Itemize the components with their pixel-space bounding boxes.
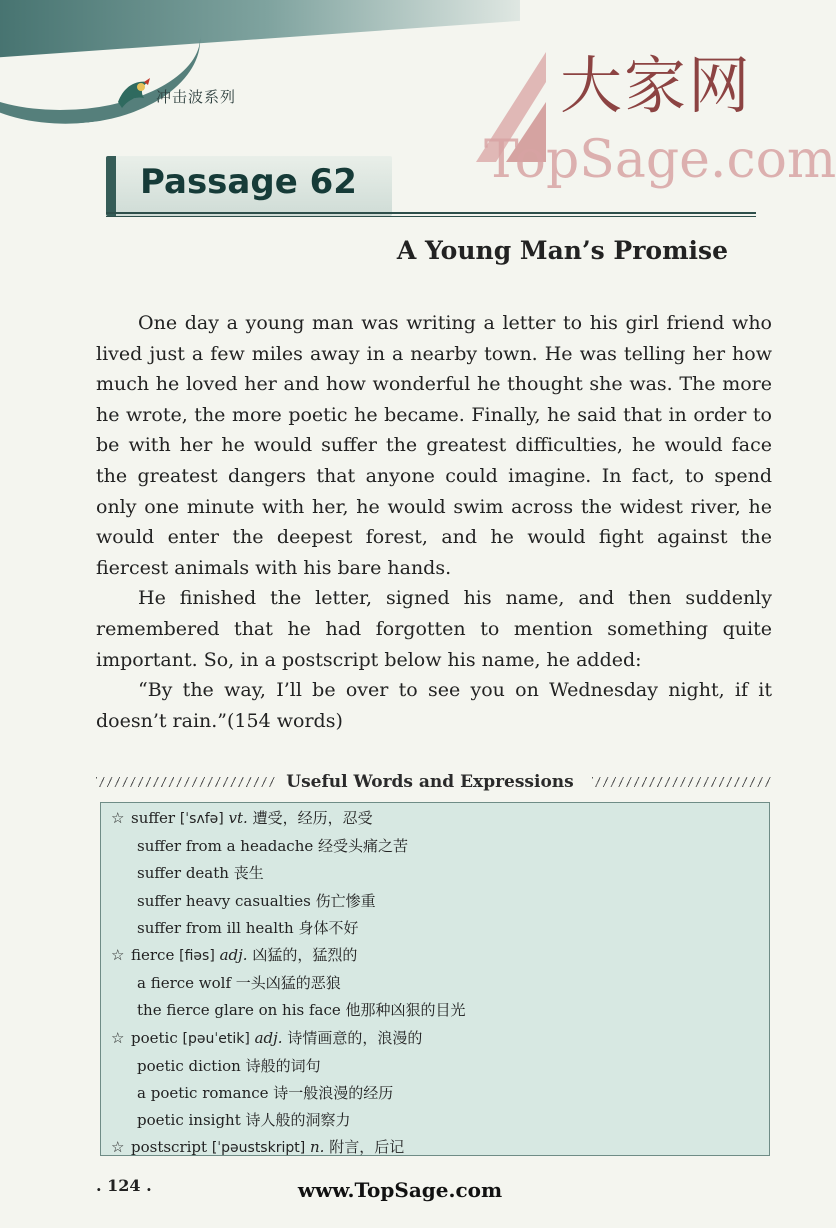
vocab-example: the fierce glare on his face 他那种凶狠的目光 [137, 1001, 466, 1020]
series-title: 冲击波系列 [156, 88, 237, 106]
vocab-pos: adj. [254, 1028, 283, 1047]
vocab-entry [111, 1134, 759, 1162]
vocab-example: poetic insight 诗人般的洞察力 [137, 1111, 351, 1130]
star-icon: ☆ [111, 809, 125, 827]
vocab-word: fierce [131, 946, 175, 965]
passage-body [96, 308, 772, 736]
vocab-example: poetic diction 诗般的词句 [137, 1056, 321, 1075]
vocab-example: suffer from a headache 经受头痛之苦 [137, 837, 409, 856]
vocab-pos: n. [309, 1138, 325, 1157]
paragraph: One day a young man was writing a letter to his girl friend who lived just a few miles away in a nearby town. He was telling her how much he loved her and how wonderful he thought she was. The more he wrote, the more poetic he became. Finally, he said that in order to be with her he would suffer the greatest difficulties, he would face the greatest dangers that anyone could imagine. In fact, to spend only one minute with her, he would swim across the widest river, he would enter the deepest forest, and he would fight against the fiercest animals with his bare hands. [96, 312, 772, 579]
footer-url: www.TopSage.com [297, 1178, 503, 1202]
page-number: . 124 . [96, 1176, 152, 1195]
hatch-decoration [592, 777, 772, 787]
star-icon: ☆ [111, 1138, 125, 1157]
vocab-phonetic: [fiəs] [179, 948, 215, 965]
useful-words-header [96, 770, 772, 794]
mascot-icon [114, 76, 154, 110]
vocab-pos: vt. [228, 809, 248, 827]
vocab-pos: adj. [219, 946, 248, 965]
vocab-phonetic: [pəuˈetik] [182, 1030, 250, 1047]
hatch-decoration [96, 777, 276, 787]
vocab-example: a poetic romance 诗一般浪漫的经历 [137, 1084, 394, 1103]
vocab-entry [111, 942, 759, 970]
vocab-meaning: 凶猛的，猛烈的 [252, 946, 358, 965]
divider [106, 212, 756, 214]
vocab-example: suffer heavy casualties 伤亡惨重 [137, 891, 376, 910]
star-icon: ☆ [111, 1028, 125, 1047]
passage-label: Passage 62 [140, 162, 357, 202]
watermark-chinese: 大家网 [560, 49, 753, 122]
vocab-word: poetic [131, 1028, 178, 1047]
vocab-phonetic: [ˈsʌfə] [179, 811, 224, 827]
vocab-example: suffer from ill health 身体不好 [137, 918, 359, 937]
vocab-example: suffer death 丧生 [137, 864, 264, 883]
useful-words-heading: Useful Words and Expressions [286, 772, 574, 792]
vocabulary-box [100, 802, 770, 1156]
divider [106, 216, 756, 217]
story-title: A Young Man’s Promise [396, 236, 728, 265]
vocab-word: suffer [131, 809, 176, 827]
paragraph: He finished the letter, signed his name, and then suddenly remembered that he had forgotten to mention something quite important. So, in a postscript below his name, he added: [96, 587, 772, 671]
vocab-phonetic: [ˈpəustskript] [211, 1140, 306, 1157]
vocab-example: a fierce wolf 一头凶猛的恶狼 [137, 974, 341, 993]
watermark-english: TopSage.com [484, 130, 836, 190]
star-icon: ☆ [111, 946, 125, 965]
vocab-word: postscript [131, 1138, 208, 1157]
vocab-meaning: 遭受，经历，忍受 [252, 809, 373, 827]
vocab-meaning: 诗情画意的，浪漫的 [287, 1028, 423, 1047]
vocab-entry [111, 805, 759, 833]
header-arc [0, 0, 208, 137]
paragraph: “By the way, I’ll be over to see you on Wednesday night, if it doesn’t rain.”(154 words) [96, 679, 772, 732]
vocab-meaning: 附言，后记 [329, 1138, 405, 1157]
vocab-entry [111, 1025, 759, 1053]
